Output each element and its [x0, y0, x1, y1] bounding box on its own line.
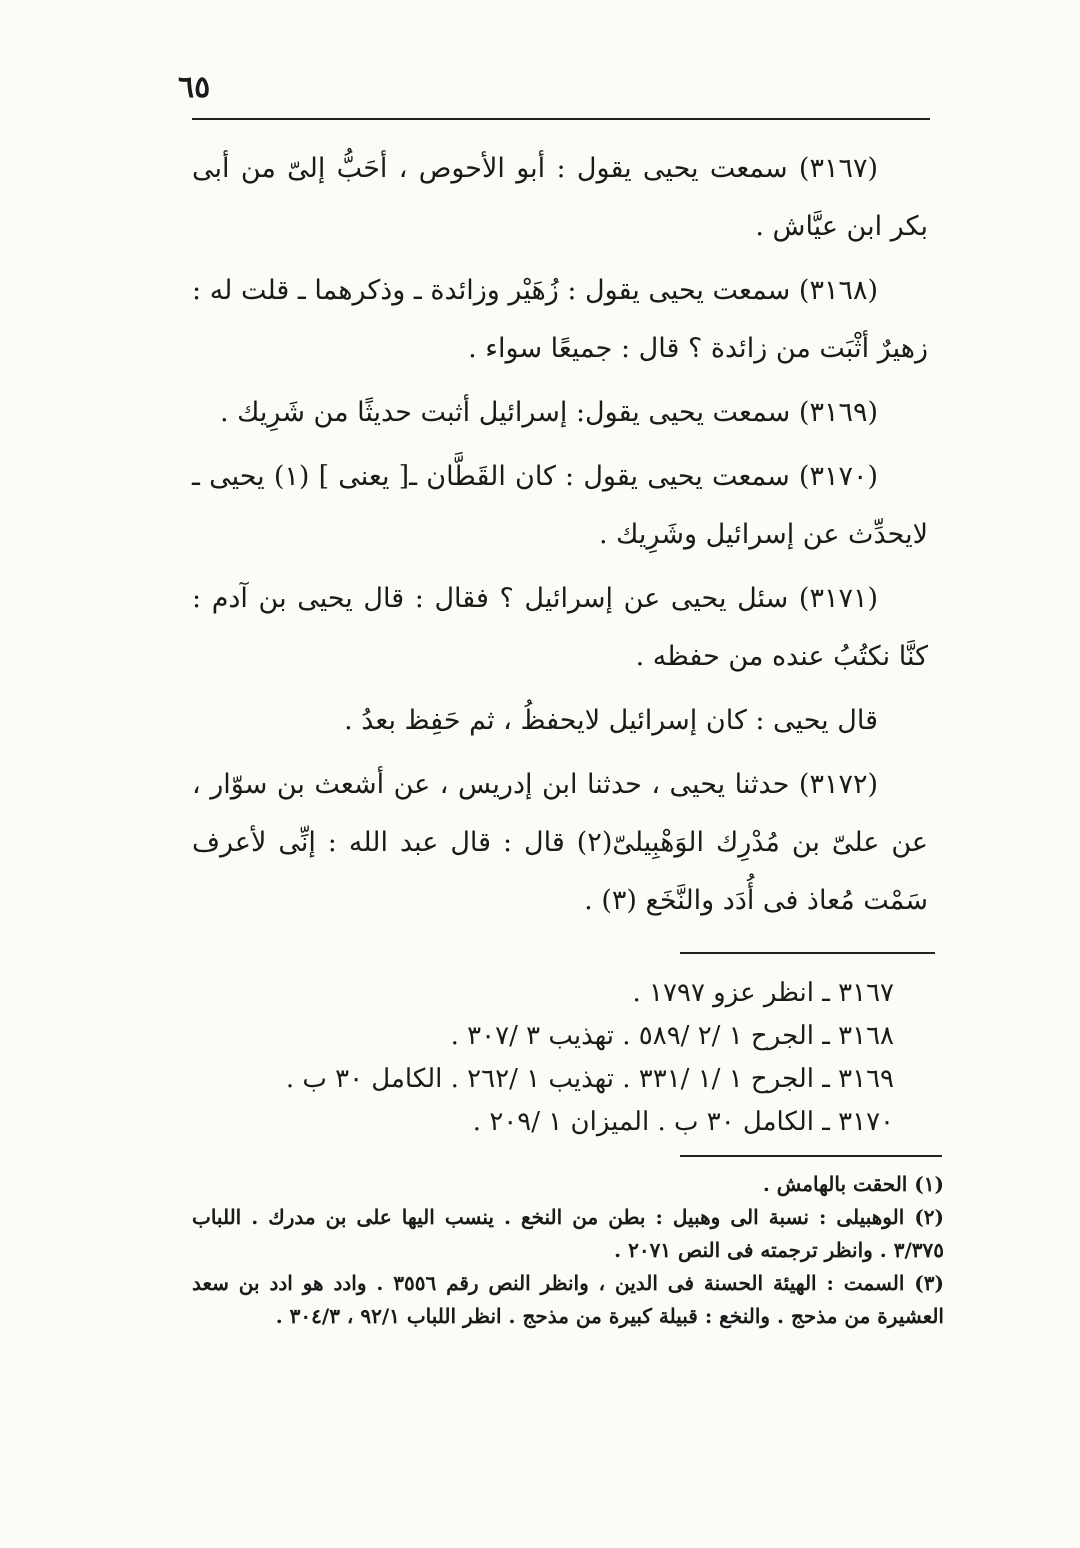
- references-list: [174, 972, 894, 1144]
- footnotes-divider: [680, 1155, 942, 1157]
- footnotes: [192, 1168, 944, 1333]
- paragraph-3167: (٣١٦٧) سمعت يحيى يقول : أبو الأحوص ، أحَبُّ إلىّ من أبى بكر ابن عيَّاش .: [192, 153, 928, 242]
- page-number: ٦٥: [178, 70, 211, 105]
- reference-3168: ٣١٦٨ ـ الجرح ١ /٢ /٥٨٩ . تهذيب ٣ /٣٠٧ .: [450, 1021, 894, 1051]
- paragraph-3172: (٣١٧٢) حدثنا يحيى ، حدثنا ابن إدريس ، عن أشعث بن سوّار ، عن علىّ بن مُدْرِك الوَهْبِيلىّ(٢) قال : قال عبد الله : إنِّى لأعرف سَمْت مُعاذ فى أُدَد والنَّخَع (٣) .: [192, 769, 928, 916]
- footnote-2: (٢) الوهبيلى : نسبة الى وهبيل : بطن من النخع . ينسب اليها على بن مدرك . اللباب ٣/٣٧٥ . وانظر ترجمته فى النص ٢٠٧١ .: [192, 1205, 944, 1262]
- reference-3170: ٣١٧٠ ـ الكامل ٣٠ ب . الميزان ١ /٢٠٩ .: [472, 1107, 894, 1137]
- footnote-3: (٣) السمت : الهيئة الحسنة فى الدين ، وانظر النص رقم ٣٥٥٦ . وادد هو ادد بن سعد العشيرة من مذحج . والنخع : قبيلة كبيرة من مذحج . انظر اللباب ٩٢/١ ، ٣٠٤/٣ .: [192, 1271, 944, 1328]
- paragraph-3171-continuation: قال يحيى : كان إسرائيل لايحفظُ ، ثم حَفِظ بعدُ .: [344, 705, 878, 736]
- reference-3169: ٣١٦٩ ـ الجرح ١ /١ /٣٣١ . تهذيب ١ /٢٦٢ . الكامل ٣٠ ب .: [285, 1064, 894, 1094]
- footnote-1: (١) الحقت بالهامش .: [762, 1172, 944, 1196]
- header-divider: [192, 118, 930, 120]
- reference-3167: ٣١٦٧ ـ انظر عزو ١٧٩٧ .: [632, 978, 894, 1008]
- paragraph-3169: (٣١٦٩) سمعت يحيى يقول: إسرائيل أثبت حديثًا من شَرِيك .: [220, 397, 878, 428]
- paragraph-3168: (٣١٦٨) سمعت يحيى يقول : زُهَيْر وزائدة ـ وذكرهما ـ قلت له : زهيرٌ أثْبَت من زائدة ؟ قال : جميعًا سواء .: [192, 275, 928, 364]
- main-text: [192, 140, 928, 936]
- paragraph-3171: (٣١٧١) سئل يحيى عن إسرائيل ؟ فقال : قال يحيى بن آدم : كنَّا نكتُبُ عنده من حفظه .: [192, 583, 928, 672]
- references-divider: [680, 952, 935, 954]
- paragraph-3170: (٣١٧٠) سمعت يحيى يقول : كان القَطَّان ـ[ يعنى ] (١) يحيى ـ لايحدِّث عن إسرائيل وشَرِيك .: [192, 461, 928, 550]
